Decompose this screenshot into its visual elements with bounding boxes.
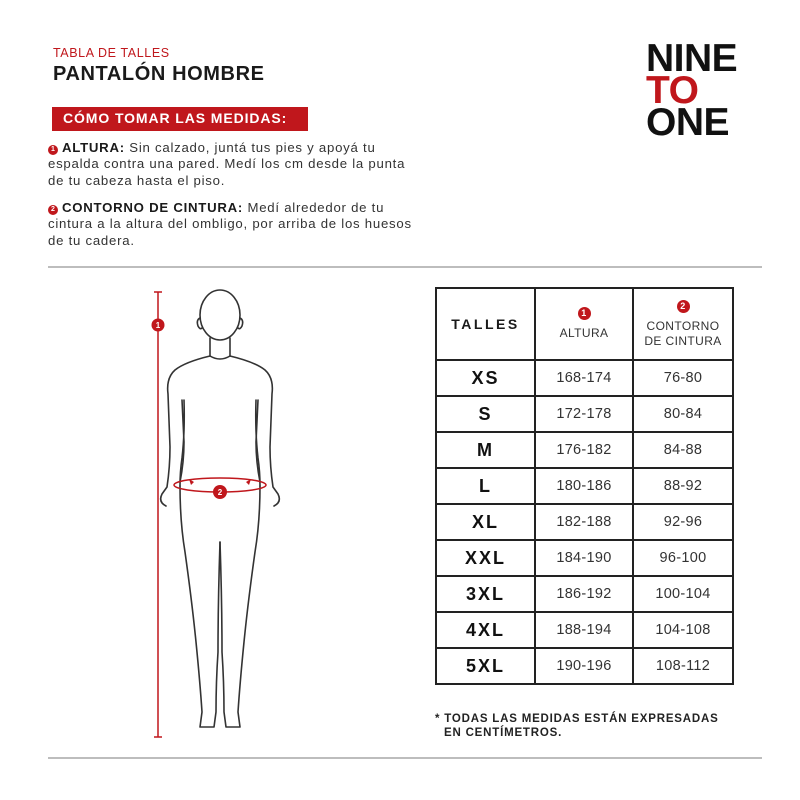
height-cell: 168-174 (535, 360, 633, 396)
waist-cell: 108-112 (633, 648, 733, 684)
header-height-label: ALTURA (559, 326, 609, 340)
header-height (535, 288, 633, 360)
size-table-header-row (436, 288, 733, 360)
waist-cell: 80-84 (633, 396, 733, 432)
svg-text:2: 2 (217, 488, 223, 497)
size-label: 5XL (436, 648, 535, 684)
waist-cell: 96-100 (633, 540, 733, 576)
divider-top (48, 266, 762, 268)
size-label: XL (436, 504, 535, 540)
height-cell: 182-188 (535, 504, 633, 540)
footnote-line1: * TODAS LAS MEDIDAS ESTÁN EXPRESADAS (435, 713, 719, 725)
table-row (436, 396, 733, 432)
step-badge-2: 2 (48, 205, 58, 215)
svg-text:1: 1 (155, 321, 161, 330)
body-outline (161, 290, 280, 727)
table-row (436, 648, 733, 684)
size-table (435, 287, 734, 685)
header-waist-badge: 2 (677, 300, 690, 313)
table-row (436, 576, 733, 612)
brand-logo-line1: NINE (646, 37, 738, 80)
footnote-line2: EN CENTÍMETROS. (444, 727, 563, 739)
waist-cell: 92-96 (633, 504, 733, 540)
waist-cell: 100-104 (633, 576, 733, 612)
header-waist (633, 288, 733, 360)
instruction-waist-text: Medí alrededor de tu cintura a la altura del ombligo, por arriba de los huesos de tu cadera. (48, 200, 412, 248)
instruction-waist (48, 200, 418, 249)
size-label: 4XL (436, 612, 535, 648)
brand-logo-line3: ONE (646, 101, 730, 144)
table-row (436, 432, 733, 468)
instruction-height (48, 140, 418, 189)
header-height-badge: 1 (578, 307, 591, 320)
footnote (435, 712, 719, 740)
height-cell: 188-194 (535, 612, 633, 648)
height-cell: 190-196 (535, 648, 633, 684)
height-measure-line (154, 292, 162, 737)
table-row (436, 504, 733, 540)
height-cell: 180-186 (535, 468, 633, 504)
size-label: M (436, 432, 535, 468)
header-subtitle: TABLA DE TALLES (53, 46, 170, 60)
header-size: TALLES (436, 288, 535, 360)
waist-cell: 88-92 (633, 468, 733, 504)
instruction-height-text: Sin calzado, juntá tus pies y apoyá tu espalda contra una pared. Medí los cm desde la punta de tu cabeza hasta el piso. (48, 140, 406, 188)
waist-marker-badge (213, 485, 227, 499)
header-waist-label-line1: CONTORNO (646, 318, 720, 333)
instruction-height-label: ALTURA: (62, 140, 125, 155)
instruction-waist-label: CONTORNO DE CINTURA: (62, 200, 244, 215)
size-label: 3XL (436, 576, 535, 612)
header-waist-label-line2: DE CINTURA (644, 333, 722, 348)
howto-banner-text: CÓMO TOMAR LAS MEDIDAS: (63, 110, 288, 126)
height-marker-badge (152, 319, 165, 332)
table-row (436, 360, 733, 396)
size-label: S (436, 396, 535, 432)
table-row (436, 468, 733, 504)
height-cell: 172-178 (535, 396, 633, 432)
brand-logo-line2: TO (646, 69, 699, 112)
body-figure-illustration (130, 282, 310, 742)
size-label: XS (436, 360, 535, 396)
page-title: PANTALÓN HOMBRE (53, 63, 265, 85)
brand-logo (646, 37, 738, 144)
size-label: XXL (436, 540, 535, 576)
waist-cell: 84-88 (633, 432, 733, 468)
waist-cell: 104-108 (633, 612, 733, 648)
divider-bottom (48, 757, 762, 759)
size-label: L (436, 468, 535, 504)
height-cell: 186-192 (535, 576, 633, 612)
table-row (436, 612, 733, 648)
height-cell: 176-182 (535, 432, 633, 468)
height-cell: 184-190 (535, 540, 633, 576)
table-row (436, 540, 733, 576)
step-badge-1: 1 (48, 145, 58, 155)
waist-cell: 76-80 (633, 360, 733, 396)
